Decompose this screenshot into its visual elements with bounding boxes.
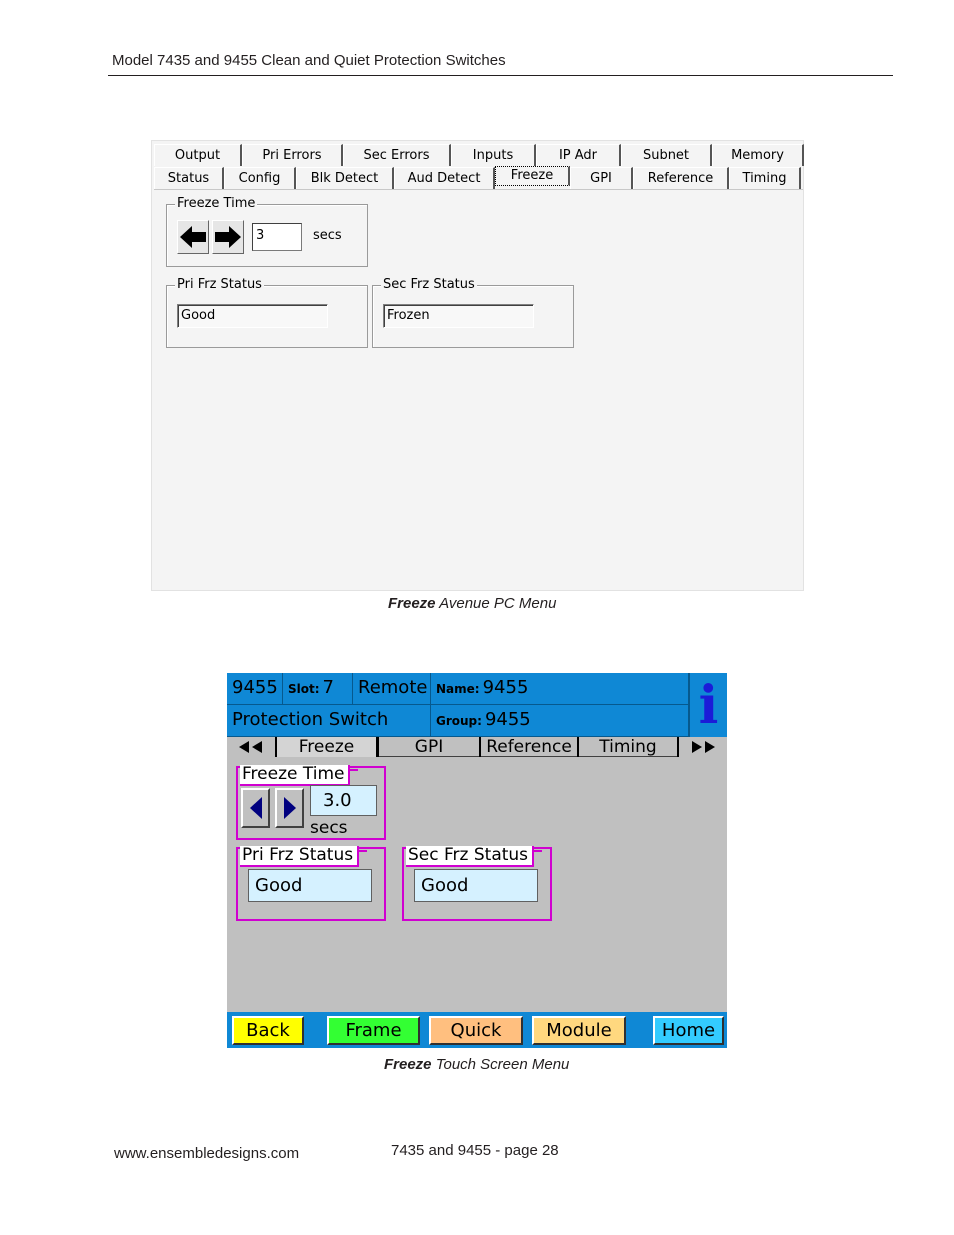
touch-freeze-time-unit: secs	[310, 818, 348, 838]
scroll-tabs-right-button[interactable]	[677, 737, 727, 757]
double-left-arrow-icon	[237, 740, 265, 754]
touch-sec-frz-status-label: Sec Frz Status	[406, 846, 534, 867]
pc-caption-text: Avenue PC Menu	[435, 595, 557, 612]
mode-cell: Remote	[353, 673, 431, 705]
slot-value: 7	[322, 677, 334, 698]
pc-caption-bold: Freeze	[388, 595, 436, 612]
group-label: Group:	[436, 714, 482, 728]
sec-frz-status-group	[372, 277, 574, 348]
freeze-time-group	[166, 196, 368, 267]
scroll-tabs-left-button[interactable]	[227, 737, 275, 757]
info-icon[interactable]: i	[689, 673, 727, 737]
model-number: 9455	[227, 673, 283, 705]
footer-website: www.ensembledesigns.com	[114, 1145, 300, 1162]
pri-frz-status-label: Pri Frz Status	[177, 277, 262, 292]
avenue-pc-menu	[151, 140, 804, 591]
touch-tab-reference[interactable]: Reference	[479, 737, 577, 757]
tab-config[interactable]: Config	[224, 167, 296, 189]
left-arrow-icon	[179, 224, 207, 250]
touch-decrease-button[interactable]	[241, 788, 270, 828]
tab-pri-errors[interactable]: Pri Errors	[242, 144, 343, 166]
tab-body-divider	[154, 189, 803, 190]
group-value: 9455	[484, 709, 531, 730]
tab-gpi[interactable]: GPI	[570, 167, 633, 189]
touch-sec-frz-status-value: Good	[414, 869, 538, 902]
tab-sec-errors[interactable]: Sec Errors	[343, 144, 451, 166]
slot-cell	[283, 673, 353, 705]
footer-page-number: 7435 and 9455 - page 28	[391, 1142, 559, 1159]
tab-memory[interactable]: Memory	[712, 144, 804, 166]
touch-left-arrow-icon	[249, 796, 263, 820]
freeze-time-input[interactable]: 3	[252, 223, 302, 251]
tab-status[interactable]: Status	[154, 167, 224, 189]
touch-menu-caption	[384, 1056, 569, 1073]
name-cell	[431, 673, 689, 705]
group-cell	[431, 705, 689, 737]
tab-blk-detect[interactable]: Blk Detect	[296, 167, 394, 189]
module-button[interactable]: Module	[532, 1016, 626, 1045]
touch-header	[227, 673, 727, 737]
quick-button[interactable]: Quick	[429, 1016, 523, 1045]
frame-button[interactable]: Frame	[327, 1016, 420, 1045]
tab-inputs[interactable]: Inputs	[451, 144, 536, 166]
home-button[interactable]: Home	[653, 1016, 724, 1045]
slot-label: Slot:	[288, 682, 320, 696]
touch-pri-frz-status-label: Pri Frz Status	[240, 846, 359, 867]
sec-frz-status-label: Sec Frz Status	[383, 277, 475, 292]
touch-sec-frz-status-group	[402, 847, 552, 921]
touch-tab-bar	[227, 737, 727, 757]
tab-ip-adr[interactable]: IP Adr	[536, 144, 621, 166]
touch-right-arrow-icon	[283, 796, 297, 820]
tab-row-2	[154, 167, 801, 189]
pri-frz-status-group	[166, 277, 368, 348]
tab-freeze[interactable]: Freeze	[495, 166, 570, 186]
touch-footer	[227, 1012, 727, 1048]
touch-screen-menu	[227, 673, 727, 1048]
tab-subnet[interactable]: Subnet	[621, 144, 712, 166]
touch-tab-timing[interactable]: Timing	[577, 737, 677, 757]
page-header: Model 7435 and 9455 Clean and Quiet Protection Switches	[112, 52, 506, 69]
touch-increase-button[interactable]	[275, 788, 304, 828]
touch-freeze-time-group	[236, 766, 386, 840]
touch-freeze-time-value[interactable]: 3.0	[310, 785, 377, 816]
back-button[interactable]: Back	[232, 1016, 304, 1045]
touch-caption-text: Touch Screen Menu	[431, 1056, 570, 1073]
tab-timing[interactable]: Timing	[729, 167, 801, 189]
right-arrow-icon	[214, 224, 242, 250]
freeze-time-unit: secs	[313, 228, 342, 243]
name-value: 9455	[482, 677, 529, 698]
touch-freeze-time-label: Freeze Time	[240, 765, 350, 786]
touch-tab-gpi[interactable]: GPI	[376, 737, 479, 757]
pri-frz-status-value: Good	[177, 304, 328, 328]
touch-tab-freeze[interactable]: Freeze	[275, 737, 376, 757]
sec-frz-status-value: Frozen	[383, 304, 534, 328]
double-right-arrow-icon	[689, 740, 717, 754]
tab-reference[interactable]: Reference	[633, 167, 729, 189]
pc-menu-caption	[388, 595, 556, 612]
header-rule	[108, 75, 893, 76]
tab-aud-detect[interactable]: Aud Detect	[394, 167, 495, 189]
name-label: Name:	[436, 682, 480, 696]
increase-button[interactable]	[212, 220, 244, 254]
freeze-time-label: Freeze Time	[177, 196, 256, 211]
device-type: Protection Switch	[227, 705, 431, 737]
decrease-button[interactable]	[177, 220, 209, 254]
touch-pri-frz-status-group	[236, 847, 386, 921]
touch-caption-bold: Freeze	[384, 1056, 432, 1073]
tab-output[interactable]: Output	[154, 144, 242, 166]
touch-pri-frz-status-value: Good	[248, 869, 372, 902]
tab-row-1	[154, 144, 804, 166]
